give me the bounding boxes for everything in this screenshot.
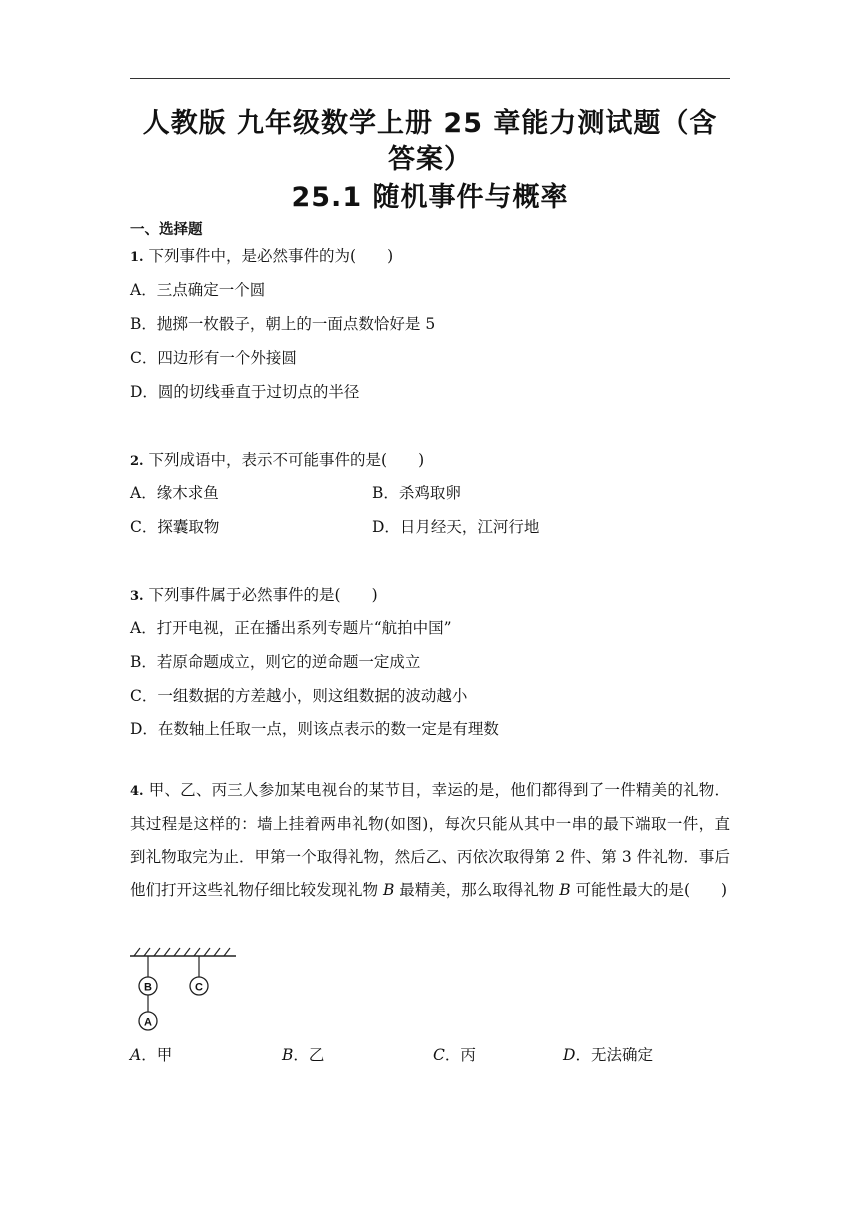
question-4-option-b — [282, 1045, 324, 1065]
question-text-part: 可能性最大的是( ) — [570, 881, 728, 899]
gift-b-ref: B — [559, 881, 571, 899]
question-number: 2. — [130, 454, 144, 469]
question-4-option-d — [563, 1045, 653, 1065]
question-2-stem — [130, 450, 424, 472]
question-1-option-d: D．圆的切线垂直于过切点的半径 — [130, 383, 360, 401]
question-number: 4. — [130, 784, 144, 799]
question-4-option-c — [433, 1045, 476, 1065]
gift-b-ref: B — [382, 881, 395, 899]
option-letter: A — [130, 1046, 142, 1064]
question-2-option-a: A．缘木求鱼 — [130, 484, 219, 502]
option-text: ．甲 — [141, 1046, 173, 1064]
gift-strings-diagram — [128, 944, 240, 1036]
question-3-option-d: D．在数轴上任取一点，则该点表示的数一定是有理数 — [130, 720, 499, 738]
question-number: 1. — [130, 250, 144, 265]
question-4-stem — [130, 774, 730, 907]
question-3-option-a: A．打开电视，正在播出系列专题片“航拍中国” — [130, 619, 452, 637]
option-text: ．丙 — [444, 1046, 476, 1064]
question-2-option-c: C．探囊取物 — [130, 518, 220, 536]
gift-b-label: B — [144, 981, 152, 994]
document-title-line1: 人教版 九年级数学上册 25 章能力测试题（含 — [142, 108, 718, 139]
option-letter: D — [563, 1046, 576, 1064]
question-3-option-b: B．若原命题成立，则它的逆命题一定成立 — [130, 653, 421, 671]
option-letter: B — [282, 1046, 294, 1064]
option-text: ．无法确定 — [575, 1046, 653, 1064]
question-number: 3. — [130, 589, 144, 604]
gift-a-label: A — [144, 1016, 152, 1029]
document-title-line2: 答案） — [388, 144, 472, 175]
question-1-option-c: C．四边形有一个外接圆 — [130, 349, 297, 367]
section-heading: 一、选择题 — [130, 222, 203, 238]
question-text: 下列成语中，表示不可能事件的是( ) — [148, 451, 425, 469]
question-text: 下列事件中，是必然事件的为( ) — [148, 247, 394, 265]
question-3-option-c: C．一组数据的方差越小，则这组数据的波动越小 — [130, 687, 468, 705]
option-letter: C — [433, 1046, 445, 1064]
wall-hatching — [134, 948, 230, 956]
header-rule — [130, 78, 730, 79]
option-text: ．乙 — [293, 1046, 325, 1064]
question-3-stem — [130, 585, 378, 607]
question-2-option-b: B．杀鸡取卵 — [372, 484, 461, 502]
question-1-option-b: B．抛掷一枚骰子，朝上的一面点数恰好是 5 — [130, 315, 436, 333]
question-2-option-d: D．日月经天，江河行地 — [372, 518, 540, 536]
question-text: 下列事件属于必然事件的是( ) — [148, 586, 378, 604]
question-text-part: 甲、乙、丙三人参加某电视台的某节目，幸运的是，他们都得到了一件精美的礼物．其过程是这样的：墙上挂着两串礼物(如图)，每次只能从其中一串的最下端取一件，直到礼物取完为止．甲第一个取得礼物，然后乙、丙依次取得第 2 件、第 3 件礼物．事后他们打开这些礼物仔细比较发现礼物 — [130, 781, 730, 899]
question-1-stem — [130, 246, 393, 268]
question-4-option-a — [130, 1045, 172, 1065]
question-text-part: 最精美，那么取得礼物 — [394, 881, 560, 899]
section-subtitle: 25.1 随机事件与概率 — [291, 182, 569, 213]
question-1-option-a: A．三点确定一个圆 — [130, 281, 266, 299]
gift-c-label: C — [195, 981, 203, 994]
